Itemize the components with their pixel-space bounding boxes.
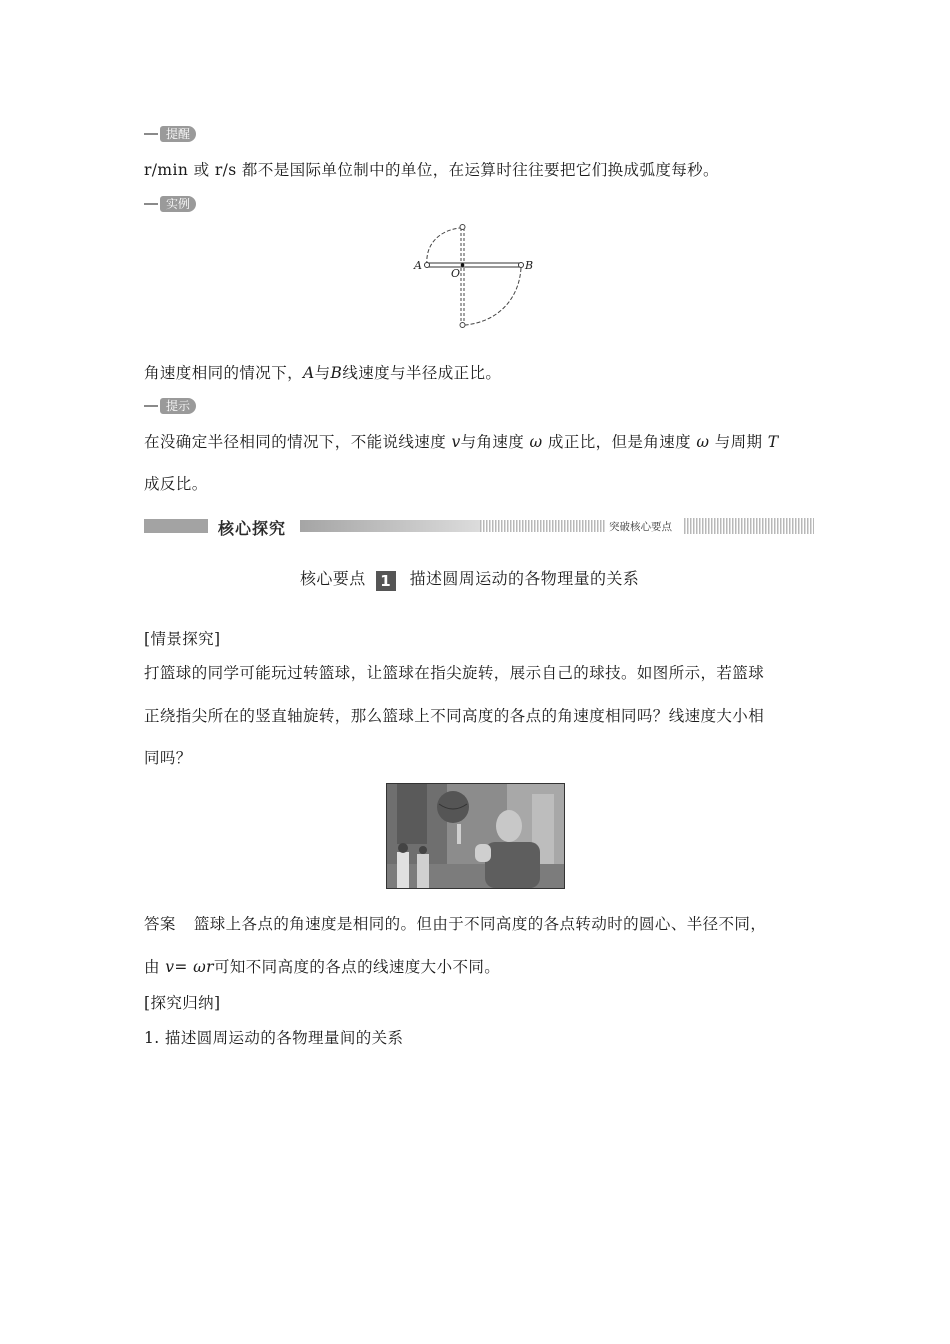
hint-part: 在没确定半径相同的情况下，不能说线速度 xyxy=(144,433,447,451)
scenario-line-2: 正绕指尖所在的竖直轴旋转，那么篮球上不同高度的各点的角速度相同吗？线速度大小相 xyxy=(144,707,765,725)
tag-dash xyxy=(144,133,158,135)
answer-text: 篮球上各点的角速度是相同的。但由于不同高度的各点转动时的圆心、半径不同， xyxy=(193,915,767,933)
rotation-diagram xyxy=(405,222,545,332)
hint-line-2: 成反比。 xyxy=(144,475,208,493)
answer-line-2 xyxy=(144,957,500,977)
caption-part: 角速度相同的情况下， xyxy=(144,364,304,382)
answer-line-1 xyxy=(144,914,766,934)
arc-a xyxy=(427,228,460,265)
hint-label: 提示 xyxy=(160,398,196,414)
key-point-title: 描述圆周运动的各物理量的关系 xyxy=(409,569,640,588)
bar-stripes xyxy=(480,520,605,532)
caption-part: 与 xyxy=(314,364,331,382)
hint-var-v: v xyxy=(451,433,461,451)
point-a xyxy=(425,263,430,268)
tag-dash xyxy=(144,405,158,407)
key-point-heading xyxy=(300,569,639,591)
basketball-photo-drawing xyxy=(387,784,564,888)
key-point-number: 1 xyxy=(376,571,396,591)
bar-stripes-right xyxy=(684,518,814,534)
example-caption xyxy=(144,363,501,383)
label-b: B xyxy=(525,259,534,272)
example-tag xyxy=(144,195,196,213)
summary-heading: [探究归纳] xyxy=(144,994,221,1012)
label-a: A xyxy=(414,259,422,272)
arc-b xyxy=(465,268,521,325)
hint-part: 与周期 xyxy=(714,433,763,451)
formula-r: r xyxy=(206,958,214,976)
caption-part: 线速度与半径成正比。 xyxy=(342,364,502,382)
rod xyxy=(427,263,521,267)
caption-var-b: B xyxy=(330,364,343,382)
formula-v: v xyxy=(165,958,175,976)
reminder-tag xyxy=(144,125,196,143)
hint-tag xyxy=(144,397,196,415)
hint-var-omega: ω xyxy=(696,433,710,451)
hint-var-omega: ω xyxy=(529,433,543,451)
bar-left xyxy=(144,519,208,533)
bottom-point xyxy=(460,323,465,328)
answer-part: 由 xyxy=(144,958,160,976)
bar-middle xyxy=(300,520,480,532)
center-o xyxy=(461,263,465,267)
formula-eq: = xyxy=(174,958,188,976)
reminder-label: 提醒 xyxy=(160,126,196,142)
point-b xyxy=(519,263,524,268)
label-o: O xyxy=(451,267,461,280)
key-point-prefix: 核心要点 xyxy=(300,569,366,588)
scenario-heading: [情景探究] xyxy=(144,630,221,648)
formula-omega: ω xyxy=(193,958,207,976)
hint-var-t: T xyxy=(767,433,779,451)
hint-part: 与角速度 xyxy=(460,433,525,451)
top-point xyxy=(460,225,465,230)
section-tag: 突破核心要点 xyxy=(606,519,675,534)
caption-var-a: A xyxy=(303,364,315,382)
summary-item-1: 1. 描述圆周运动的各物理量间的关系 xyxy=(144,1029,404,1047)
scenario-line-1: 打篮球的同学可能玩过转篮球，让篮球在指尖旋转，展示自己的球技。如图所示，若篮球 xyxy=(144,664,765,682)
hint-line-1 xyxy=(144,432,779,452)
answer-label: 答案 xyxy=(144,915,176,933)
hint-part: 成正比，但是角速度 xyxy=(547,433,692,451)
reminder-text: r/min 或 r/s 都不是国际单位制中的单位，在运算时往往要把它们换成弧度每秒。 xyxy=(144,161,719,179)
answer-part: 可知不同高度的各点的线速度大小不同。 xyxy=(213,958,501,976)
scenario-line-3: 同吗？ xyxy=(144,749,192,767)
example-label: 实例 xyxy=(160,196,196,212)
tag-dash xyxy=(144,203,158,205)
basketball-photo xyxy=(386,783,565,889)
section-title: 核心探究 xyxy=(214,516,290,539)
